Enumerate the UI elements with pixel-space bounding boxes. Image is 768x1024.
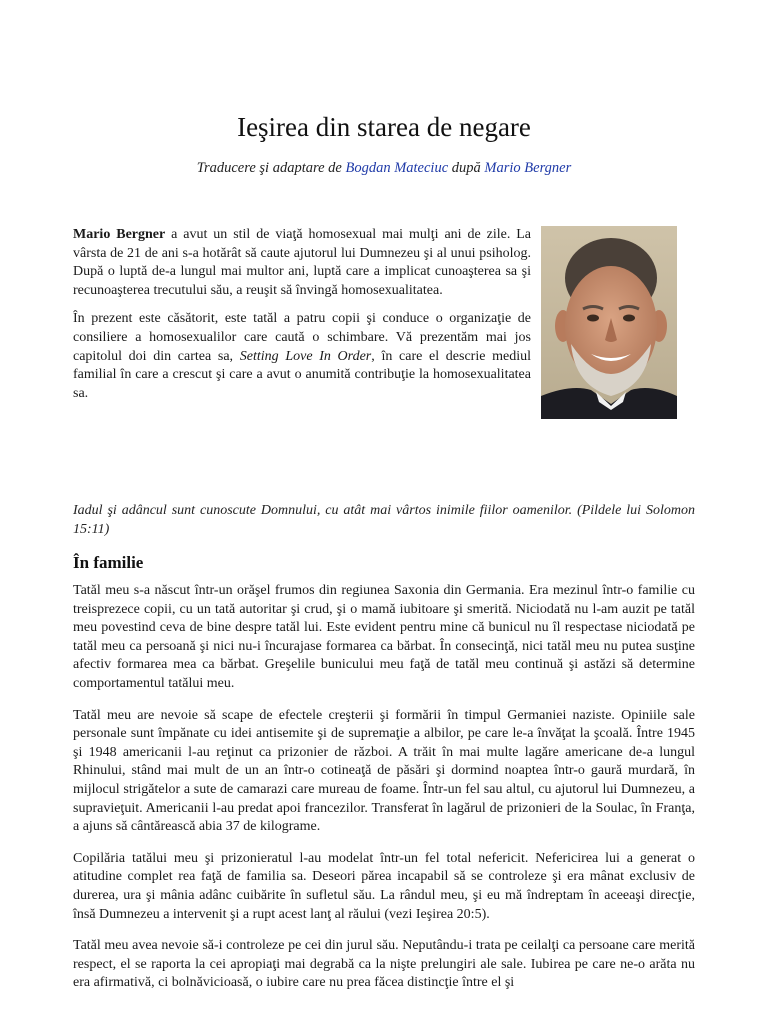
intro-text <box>73 226 531 413</box>
intro-paragraph-2 <box>73 310 531 403</box>
article-body <box>73 582 695 1006</box>
body-paragraph: Copilăria tatălui meu şi prizonieratul l-au modelat într-un fel total nefericit. Nefericirea lui a generat o atitudine complet rea faţă de familia sa. Deseori părea incapabil să se controleze şi era mânat exclusiv de durerea, ura şi mânia adânc cuibărite în sufletul său. La rândul meu, şi eu mă îndreptam în aceeaşi direcţie, însă Dumnezeu a intervenit şi a rupt acest lanţ al răului (vezi Ieşirea 20:5). <box>73 850 695 922</box>
byline-middle: după <box>448 160 485 176</box>
page-title: Ieşirea din starea de negare <box>237 112 531 142</box>
book-title: Setting Love In Order <box>239 348 372 364</box>
body-paragraph: Tatăl meu avea nevoie să-i controleze pe cei din jurul său. Neputându-i trata pe ceilalţi ca persoane care merită respect, el se raporta la cei apropiaţi mai degrabă ca la nişte prelungiri ale sale. Iubirea pe care ne-o arăta nu era afirmativă, ci bolnăvicioasă, o iubire care nu prea făcea distincţie între el şi <box>73 938 695 991</box>
author-link[interactable]: Mario Bergner <box>484 160 572 176</box>
author-photo <box>541 226 677 419</box>
byline <box>0 160 768 177</box>
body-paragraph: Tatăl meu s-a născut într-un orăşel frumos din regiunea Saxonia din Germania. Era mezinul într-o familie cu treisprezece copii, cu un tată autoritar şi crud, şi o mamă iubitoare şi smerită. Niciodată nu l-am auzit pe tatăl meu povestind ceva de bine despre tatăl lui. Este evident pentru mine că bunicul nu îl respectase niciodată pe tatăl meu ca persoană şi nici nu-i încurajase formarea ca bărbat. În consecinţă, nici tatăl meu nu putea susţine afectiv formarea mea ca bărbat. Greşelile bunicului meu faţă de tatăl meu continuă şi astăzi să determine comportamentul tatălui meu. <box>73 583 695 691</box>
translator-link[interactable]: Bogdan Mateciuc <box>345 160 449 176</box>
intro-paragraph-1-text: a avut un stil de viaţă homosexual mai mulţi ani de zile. La vârsta de 21 de ani s-a hotărât să caute ajutorul lui Dumnezeu şi al unui psiholog. După o luptă de-a lungul mai multor ani, luptă care a implicat cunoaşterea sa şi recunoaşterea trecutului său, a reuşit să învingă homosexualitatea. <box>73 227 531 298</box>
intro-paragraph-1 <box>73 226 531 300</box>
byline-prefix: Traducere şi adaptare de <box>196 160 346 176</box>
epigraph-quote: Iadul şi adâncul sunt cunoscute Domnului, cu atât mai vârtos inimile fiilor oamenilor. (Pildele lui Solomon 15:11) <box>73 503 695 537</box>
body-paragraph: Tatăl meu are nevoie să scape de efectele creşterii şi formării în timpul Germaniei naziste. Opiniile sale personale sunt împănate cu idei antisemite şi de supremaţie a albilor, pe care le-a învăţat la şcoală. Între 1945 şi 1948 americanii l-au reţinut ca prizonier de război. A trăit în mai multe lagăre americane de-a lungul Rhinului, stând mai mult de un an într-o cotineaţă de păsări şi dormind noaptea într-o gaură murdară, în mijlocul strigătelor a sute de camarazi care mureau de foame. Într-un fel sau altul, cu ajutorul lui Dumnezeu, a supravieţuit. Americanii l-au predat apoi francezilor. Transferat în lagărul de prizonieri de la Soulac, în Franţa, a ajuns să cântărească abia 37 de kilograme. <box>73 707 695 835</box>
section-heading: În familie <box>73 553 144 572</box>
intro-paragraph-2-start: În prezent este căsătorit, este tatăl a patru copii şi conduce o organizaţie de consiliere a homosexualilor care caută o schimbare. Vă prezentăm mai jos capitolul doi din cartea sa, <box>73 311 531 364</box>
author-portrait-image <box>541 226 677 419</box>
intro-paragraph-2-end: , în care el descrie mediul familial în care a crescut şi care a avut o anumită contribuţie la homosexualitatea sa. <box>73 348 531 401</box>
author-name: Mario Bergner <box>73 227 166 242</box>
